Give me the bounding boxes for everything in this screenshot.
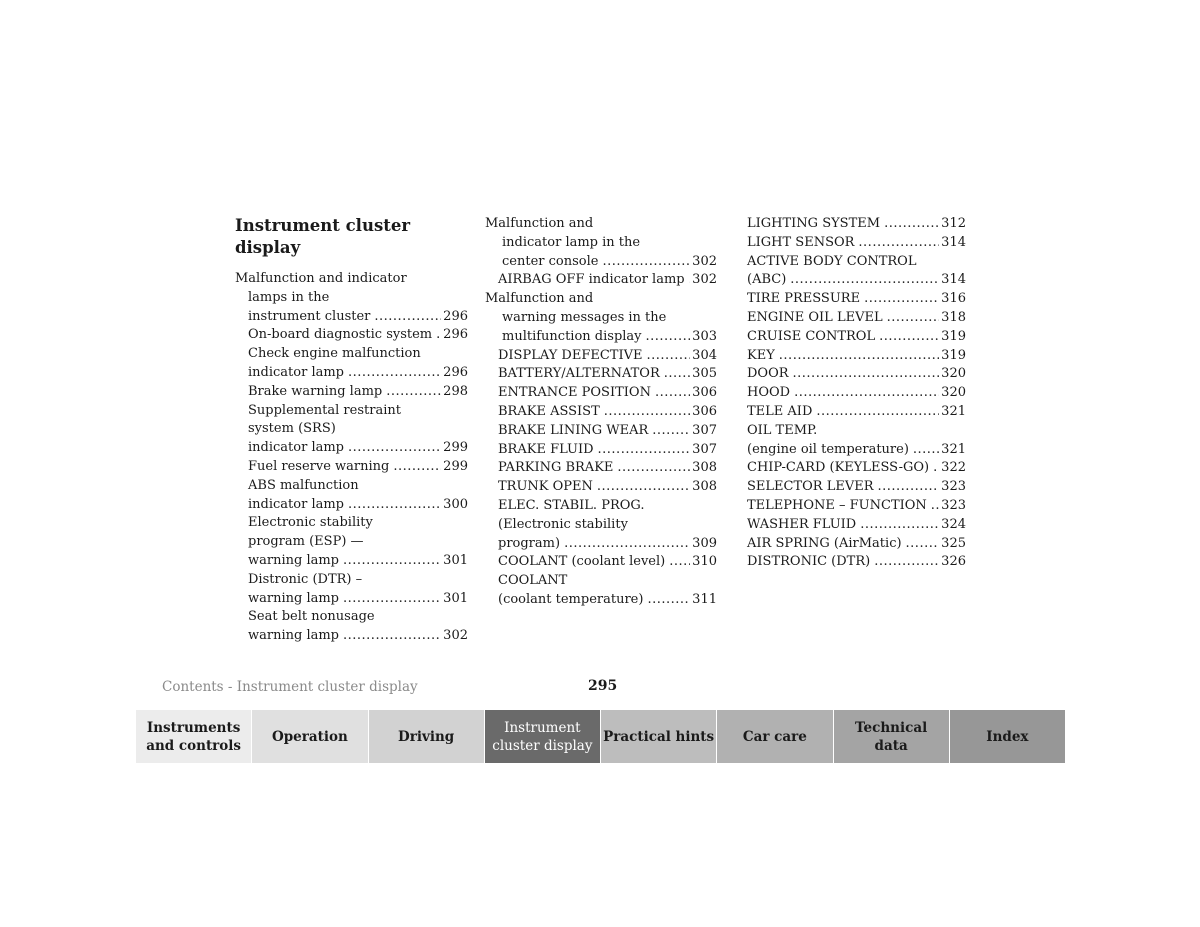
entry-title: ENGINE OIL LEVEL <box>747 309 883 325</box>
dot-leader <box>793 365 940 384</box>
entry-text-line: Malfunction and <box>485 216 594 231</box>
dot-leader <box>816 403 939 422</box>
entry-page-number[interactable]: 319 <box>941 347 966 363</box>
tab-label-line: Instrument <box>504 719 581 736</box>
entry-text-line: Malfunction and indicator <box>235 271 407 286</box>
index-entry[interactable] <box>235 326 468 345</box>
entry-title: TRUNK OPEN <box>498 479 593 495</box>
entry-title: center console <box>502 253 599 269</box>
tab-label-line: Driving <box>398 728 455 745</box>
entry-title: TELE AID <box>747 403 813 419</box>
entry-text-line: indicator lamp in the <box>502 234 641 250</box>
entry-title: indicator lamp <box>248 364 344 380</box>
dot-leader <box>343 590 441 609</box>
page-number: 295 <box>588 678 618 694</box>
dot-leader <box>933 459 939 478</box>
dot-leader <box>348 496 441 515</box>
dot-leader <box>878 478 940 497</box>
chapter-tab-operation[interactable] <box>252 710 368 763</box>
entry-title: ENTRANCE POSITION <box>498 385 651 401</box>
entry-text-line: lamps in the <box>248 289 330 305</box>
entry-text-line: ACTIVE BODY CONTROL <box>747 253 917 269</box>
entry-page-number[interactable]: 304 <box>692 347 717 363</box>
entry-title: DOOR <box>747 366 789 382</box>
entry-list-2 <box>485 215 717 610</box>
entry-page-number[interactable]: 299 <box>443 440 468 456</box>
entry-title: (ABC) <box>747 272 787 288</box>
dot-leader <box>343 627 441 646</box>
dot-leader <box>794 384 939 403</box>
chapter-tab-car-care[interactable] <box>717 710 833 763</box>
chapter-tab-driving[interactable] <box>369 710 485 763</box>
entry-title: Fuel reserve warning <box>248 458 390 474</box>
tab-label-line: and controls <box>146 737 242 754</box>
dot-leader <box>864 290 939 309</box>
dot-leader <box>906 535 940 554</box>
entry-page-number[interactable]: 308 <box>692 479 717 495</box>
entry-page-number[interactable]: 306 <box>692 385 717 401</box>
index-entry[interactable] <box>235 383 468 402</box>
entry-page-number[interactable]: 326 <box>941 554 966 570</box>
index-entry[interactable] <box>485 215 717 271</box>
entry-text-line: ELEC. STABIL. PROG. <box>498 497 645 513</box>
index-column-3 <box>747 215 966 572</box>
dot-leader <box>652 422 690 441</box>
entry-title: HOOD <box>747 385 791 401</box>
index-entry[interactable] <box>485 384 717 403</box>
entry-page-number[interactable]: 312 <box>941 216 966 231</box>
entry-title: CHIP-CARD (KEYLESS-GO) <box>747 460 930 476</box>
index-entry[interactable] <box>485 497 717 553</box>
index-entry[interactable] <box>485 478 717 497</box>
index-entry[interactable] <box>235 458 468 477</box>
entry-title: AIRBAG OFF indicator lamp <box>498 272 685 288</box>
index-entry[interactable] <box>485 441 717 460</box>
dot-leader <box>343 552 441 571</box>
entry-title: TIRE PRESSURE <box>747 291 861 307</box>
tab-label-line: data <box>874 737 908 754</box>
index-entry[interactable] <box>485 403 717 422</box>
dot-leader <box>604 403 690 422</box>
entry-page-number[interactable]: 307 <box>692 422 717 438</box>
dot-leader <box>931 497 939 516</box>
entry-page-number[interactable]: 305 <box>692 366 717 382</box>
chapter-tab-index[interactable] <box>950 710 1065 763</box>
entry-title: BRAKE LINING WEAR <box>498 422 649 438</box>
dot-leader <box>655 384 690 403</box>
entry-text-line: system (SRS) <box>248 421 336 437</box>
entry-page-number[interactable]: 320 <box>941 366 966 382</box>
index-entry[interactable] <box>235 514 468 570</box>
entry-text-line: Distronic (DTR) – <box>248 571 363 587</box>
entry-page-number[interactable]: 299 <box>443 458 468 474</box>
dot-leader <box>564 535 690 554</box>
index-entry[interactable] <box>485 422 717 441</box>
entry-page-number[interactable]: 314 <box>941 234 966 250</box>
dot-leader <box>913 441 939 460</box>
entry-text-line: Supplemental restraint <box>248 402 401 418</box>
chapter-tab-instrument-cluster-display[interactable] <box>485 710 601 763</box>
entry-page-number[interactable]: 318 <box>941 309 966 325</box>
dot-leader <box>689 271 691 290</box>
index-entry[interactable] <box>235 270 468 326</box>
dot-leader <box>646 328 691 347</box>
tab-label-line: Practical hints <box>603 728 715 745</box>
footer-section-label: Contents - Instrument cluster display <box>162 679 418 695</box>
dot-leader <box>348 364 441 383</box>
entry-text-line: program (ESP) — <box>248 534 364 550</box>
chapter-tab-practical-hints[interactable] <box>601 710 717 763</box>
index-entry[interactable] <box>485 572 717 610</box>
index-entry[interactable] <box>747 516 966 535</box>
index-entry[interactable] <box>747 422 966 460</box>
index-entry[interactable] <box>747 478 966 497</box>
index-entry[interactable] <box>235 402 468 458</box>
index-entry[interactable] <box>747 309 966 328</box>
entry-page-number[interactable]: 314 <box>941 272 966 288</box>
entry-page-number[interactable]: 309 <box>692 535 717 551</box>
entry-title: On-board diagnostic system <box>248 327 433 343</box>
index-entry[interactable] <box>485 290 717 346</box>
entry-text-line: (Electronic stability <box>498 516 628 532</box>
index-entry[interactable] <box>747 347 966 366</box>
entry-page-number[interactable]: 296 <box>443 327 468 343</box>
dot-leader <box>779 347 939 366</box>
entry-page-number[interactable]: 320 <box>941 385 966 401</box>
entry-title: DISTRONIC (DTR) <box>747 554 871 570</box>
entry-title: (engine oil temperature) <box>747 441 909 457</box>
dot-leader <box>602 253 690 272</box>
index-entry[interactable] <box>747 253 966 291</box>
entry-title: BRAKE ASSIST <box>498 403 600 419</box>
entry-text-line: OIL TEMP. <box>747 422 818 438</box>
entry-title: program) <box>498 535 561 551</box>
entry-title: warning lamp <box>248 590 340 606</box>
entry-text-line: Electronic stability <box>248 515 373 531</box>
dot-leader <box>879 328 939 347</box>
dot-leader <box>374 308 441 327</box>
entry-title: instrument cluster <box>248 308 371 324</box>
index-entry[interactable] <box>747 215 966 234</box>
entry-title: indicator lamp <box>248 440 344 456</box>
entry-list-3 <box>747 215 966 572</box>
entry-title: BATTERY/ALTERNATOR <box>498 366 660 382</box>
entry-page-number[interactable]: 325 <box>941 535 966 551</box>
section-heading: Instrument cluster display <box>235 216 411 257</box>
index-entry[interactable] <box>485 347 717 366</box>
entry-title: warning lamp <box>248 552 340 568</box>
dot-leader <box>647 591 690 610</box>
index-entry[interactable] <box>235 345 468 383</box>
entry-page-number[interactable]: 323 <box>941 497 966 513</box>
dot-leader <box>598 441 691 460</box>
index-entry[interactable] <box>747 384 966 403</box>
entry-title: KEY <box>747 347 775 363</box>
entry-page-number[interactable]: 301 <box>443 590 468 606</box>
entry-title: (coolant temperature) <box>498 591 644 607</box>
entry-page-number[interactable]: 302 <box>692 272 717 288</box>
entry-title: COOLANT (coolant level) <box>498 554 666 570</box>
index-entry[interactable] <box>485 271 717 290</box>
chapter-tab-technical-data[interactable] <box>834 710 950 763</box>
entry-page-number[interactable]: 306 <box>692 403 717 419</box>
dot-leader <box>887 309 940 328</box>
index-column-2 <box>485 215 717 610</box>
entry-title: SELECTOR LEVER <box>747 479 874 495</box>
entry-text-line: COOLANT <box>498 573 568 589</box>
tab-label-line: Index <box>986 728 1029 745</box>
entry-page-number[interactable]: 302 <box>443 628 468 644</box>
index-entry[interactable] <box>485 365 717 384</box>
dot-leader <box>790 271 939 290</box>
dot-leader <box>858 234 939 253</box>
dot-leader <box>669 553 690 572</box>
index-entry[interactable] <box>747 459 966 478</box>
entry-title: CRUISE CONTROL <box>747 328 876 344</box>
entry-page-number[interactable]: 316 <box>941 291 966 307</box>
entry-page-number[interactable]: 322 <box>941 460 966 476</box>
entry-title: LIGHTING SYSTEM <box>747 216 881 231</box>
index-entry[interactable] <box>747 290 966 309</box>
entry-page-number[interactable]: 323 <box>941 479 966 495</box>
dot-leader <box>664 365 690 384</box>
tab-label-line: Car care <box>742 728 807 745</box>
index-entry[interactable] <box>747 234 966 253</box>
entry-page-number[interactable]: 310 <box>692 554 717 570</box>
index-entry[interactable] <box>747 497 966 516</box>
index-entry[interactable] <box>485 553 717 572</box>
index-entry[interactable] <box>747 535 966 554</box>
entry-page-number[interactable]: 300 <box>443 496 468 512</box>
entry-page-number[interactable]: 298 <box>443 383 468 399</box>
entry-title: warning lamp <box>248 628 340 644</box>
tab-label-line: Technical <box>855 719 928 736</box>
entry-title: indicator lamp <box>248 496 344 512</box>
chapter-tab-bar <box>136 710 1065 763</box>
dot-leader <box>646 347 690 366</box>
entry-page-number[interactable]: 308 <box>692 460 717 476</box>
tab-label-line: Instruments <box>146 719 241 736</box>
index-entry[interactable] <box>747 365 966 384</box>
entry-list-1 <box>235 270 468 646</box>
entry-title: Brake warning lamp <box>248 383 383 399</box>
index-column-1 <box>235 215 468 646</box>
index-entry[interactable] <box>747 403 966 422</box>
dot-leader <box>436 326 441 345</box>
entry-page-number[interactable]: 311 <box>692 591 717 607</box>
entry-text-line: ABS malfunction <box>248 477 359 493</box>
dot-leader <box>860 516 939 535</box>
entry-page-number[interactable]: 307 <box>692 441 717 457</box>
index-entry[interactable] <box>747 328 966 347</box>
dot-leader <box>348 439 441 458</box>
entry-title: PARKING BRAKE <box>498 460 614 476</box>
dot-leader <box>386 383 441 402</box>
dot-leader <box>874 553 939 572</box>
entry-title: BRAKE FLUID <box>498 441 594 457</box>
dot-leader <box>884 215 939 234</box>
entry-page-number[interactable]: 296 <box>443 364 468 380</box>
entry-title: WASHER FLUID <box>747 516 857 532</box>
chapter-tab-instruments-and-controls[interactable] <box>136 710 252 763</box>
index-entry[interactable] <box>485 459 717 478</box>
index-entry[interactable] <box>235 477 468 515</box>
dot-leader <box>617 459 690 478</box>
entry-text-line: warning messages in the <box>502 309 667 325</box>
entry-page-number[interactable]: 321 <box>941 403 966 419</box>
entry-text-line: Malfunction and <box>485 291 594 307</box>
entry-page-number[interactable]: 324 <box>941 516 966 532</box>
entry-page-number[interactable]: 301 <box>443 552 468 568</box>
index-entry[interactable] <box>747 553 966 572</box>
entry-title: multifunction display <box>502 328 642 344</box>
entry-page-number[interactable]: 319 <box>941 328 966 344</box>
tab-label-line: Operation <box>271 728 348 745</box>
entry-title: TELEPHONE – FUNCTION <box>747 497 927 513</box>
tab-label-line: cluster display <box>492 737 593 754</box>
entry-title: DISPLAY DEFECTIVE <box>498 347 643 363</box>
entry-page-number[interactable]: 303 <box>692 328 717 344</box>
entry-title: AIR SPRING (AirMatic) <box>747 535 902 551</box>
entry-title: LIGHT SENSOR <box>747 234 855 250</box>
index-entry[interactable] <box>235 571 468 609</box>
dot-leader <box>597 478 690 497</box>
entry-page-number[interactable]: 296 <box>443 308 468 324</box>
entry-text-line: Check engine malfunction <box>248 346 421 362</box>
index-entry[interactable] <box>235 608 468 646</box>
dot-leader <box>393 458 441 477</box>
entry-text-line: Seat belt nonusage <box>248 609 375 625</box>
entry-page-number[interactable]: 302 <box>692 253 717 269</box>
entry-page-number[interactable]: 321 <box>941 441 966 457</box>
